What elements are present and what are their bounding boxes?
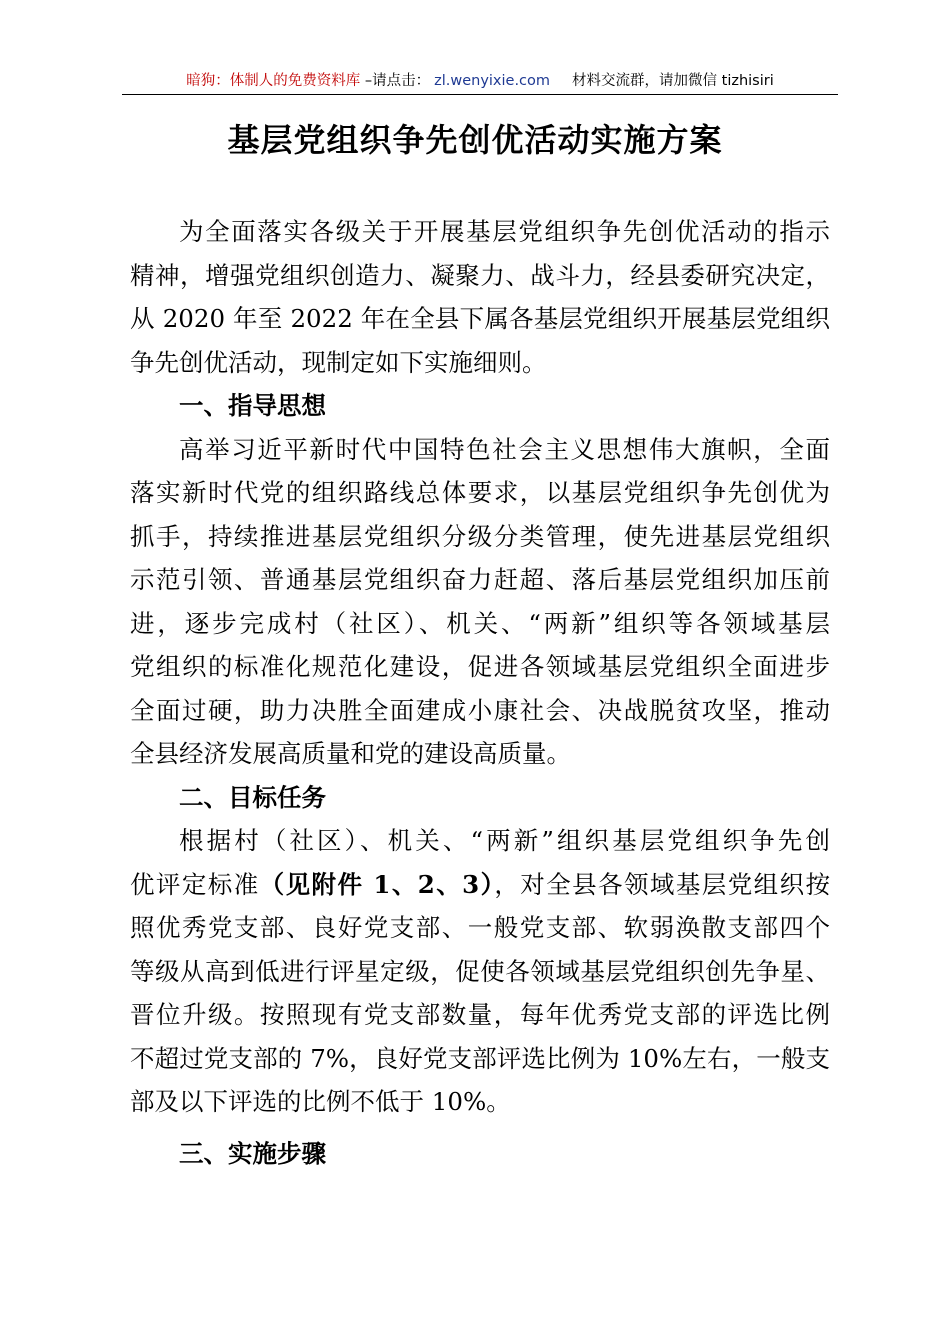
section-heading-guiding: 一、指导思想 — [179, 391, 326, 420]
section1-line: 全县经济发展高质量和党的建设高质量。 — [130, 739, 571, 768]
section2-line: 等级从高到低进行评星定级，促使各领域基层党组织创先争星、 — [130, 956, 830, 986]
section2-line: 不超过党支部的 7%，良好党支部评选比例为 10%左右，一般支 — [130, 1043, 830, 1073]
section1-line: 全面过硬，助力决胜全面建成小康社会、决战脱贫攻坚，推动 — [130, 695, 830, 725]
section1-line: 进，逐步完成村（社区）、机关、“两新”组织等各领域基层 — [130, 608, 830, 638]
attachment-reference: （见附件 1、2、3） — [259, 869, 495, 899]
header-separator: –请点击： — [360, 73, 431, 89]
section2-line — [130, 863, 830, 907]
document-body — [130, 210, 830, 1175]
header-link[interactable]: zl.wenyixie.com — [434, 73, 551, 89]
header-wechat: 材料交流群，请加微信 tizhisiri — [572, 73, 774, 89]
document-title: 基层党组织争先创优活动实施方案 — [227, 121, 723, 159]
header-brand: 暗狗：体制人的免费资料库 — [186, 73, 361, 89]
section1-line: 抓手，持续推进基层党组织分级分类管理，使先进基层党组织 — [130, 521, 830, 551]
intro-line: 争先创优活动，现制定如下实施细则。 — [130, 347, 547, 377]
section1-line: 示范引领、普通基层党组织奋力赶超、落后基层党组织加压前 — [130, 565, 830, 594]
section2-line: 部及以下评选的比例不低于 10%。 — [130, 1087, 511, 1116]
intro-line: 为全面落实各级关于开展基层党组织争先创优活动的指示 — [179, 217, 830, 246]
section2-line: 晋位升级。按照现有党支部数量，每年优秀党支部的评选比例 — [130, 1000, 830, 1029]
intro-line: 从 2020 年至 2022 年在全县下属各基层党组织开展基层党组织 — [130, 304, 830, 333]
section1-line: 高举习近平新时代中国特色社会主义思想伟大旗帜，全面 — [179, 434, 830, 464]
section-heading-goals: 二、目标任务 — [179, 782, 326, 812]
section2-line: 根据村（社区）、机关、“两新”组织基层党组织争先创 — [179, 826, 830, 855]
section1-line: 党组织的标准化规范化建设，促进各领域基层党组织全面进步 — [130, 652, 830, 681]
section1-line: 落实新时代党的组织路线总体要求，以基层党组织争先创优为 — [130, 478, 830, 507]
section2-line-pre: 优评定标准 — [130, 869, 260, 899]
section-heading-steps: 三、实施步骤 — [179, 1138, 326, 1168]
section2-line: 照优秀党支部、良好党支部、一般党支部、软弱涣散支部四个 — [130, 913, 830, 942]
intro-line: 精神，增强党组织创造力、凝聚力、战斗力，经县委研究决定， — [130, 260, 830, 290]
spacer — [130, 1124, 830, 1132]
section2-line-post: ，对全县各领域基层党组织按 — [494, 869, 831, 899]
page-header — [122, 70, 838, 95]
